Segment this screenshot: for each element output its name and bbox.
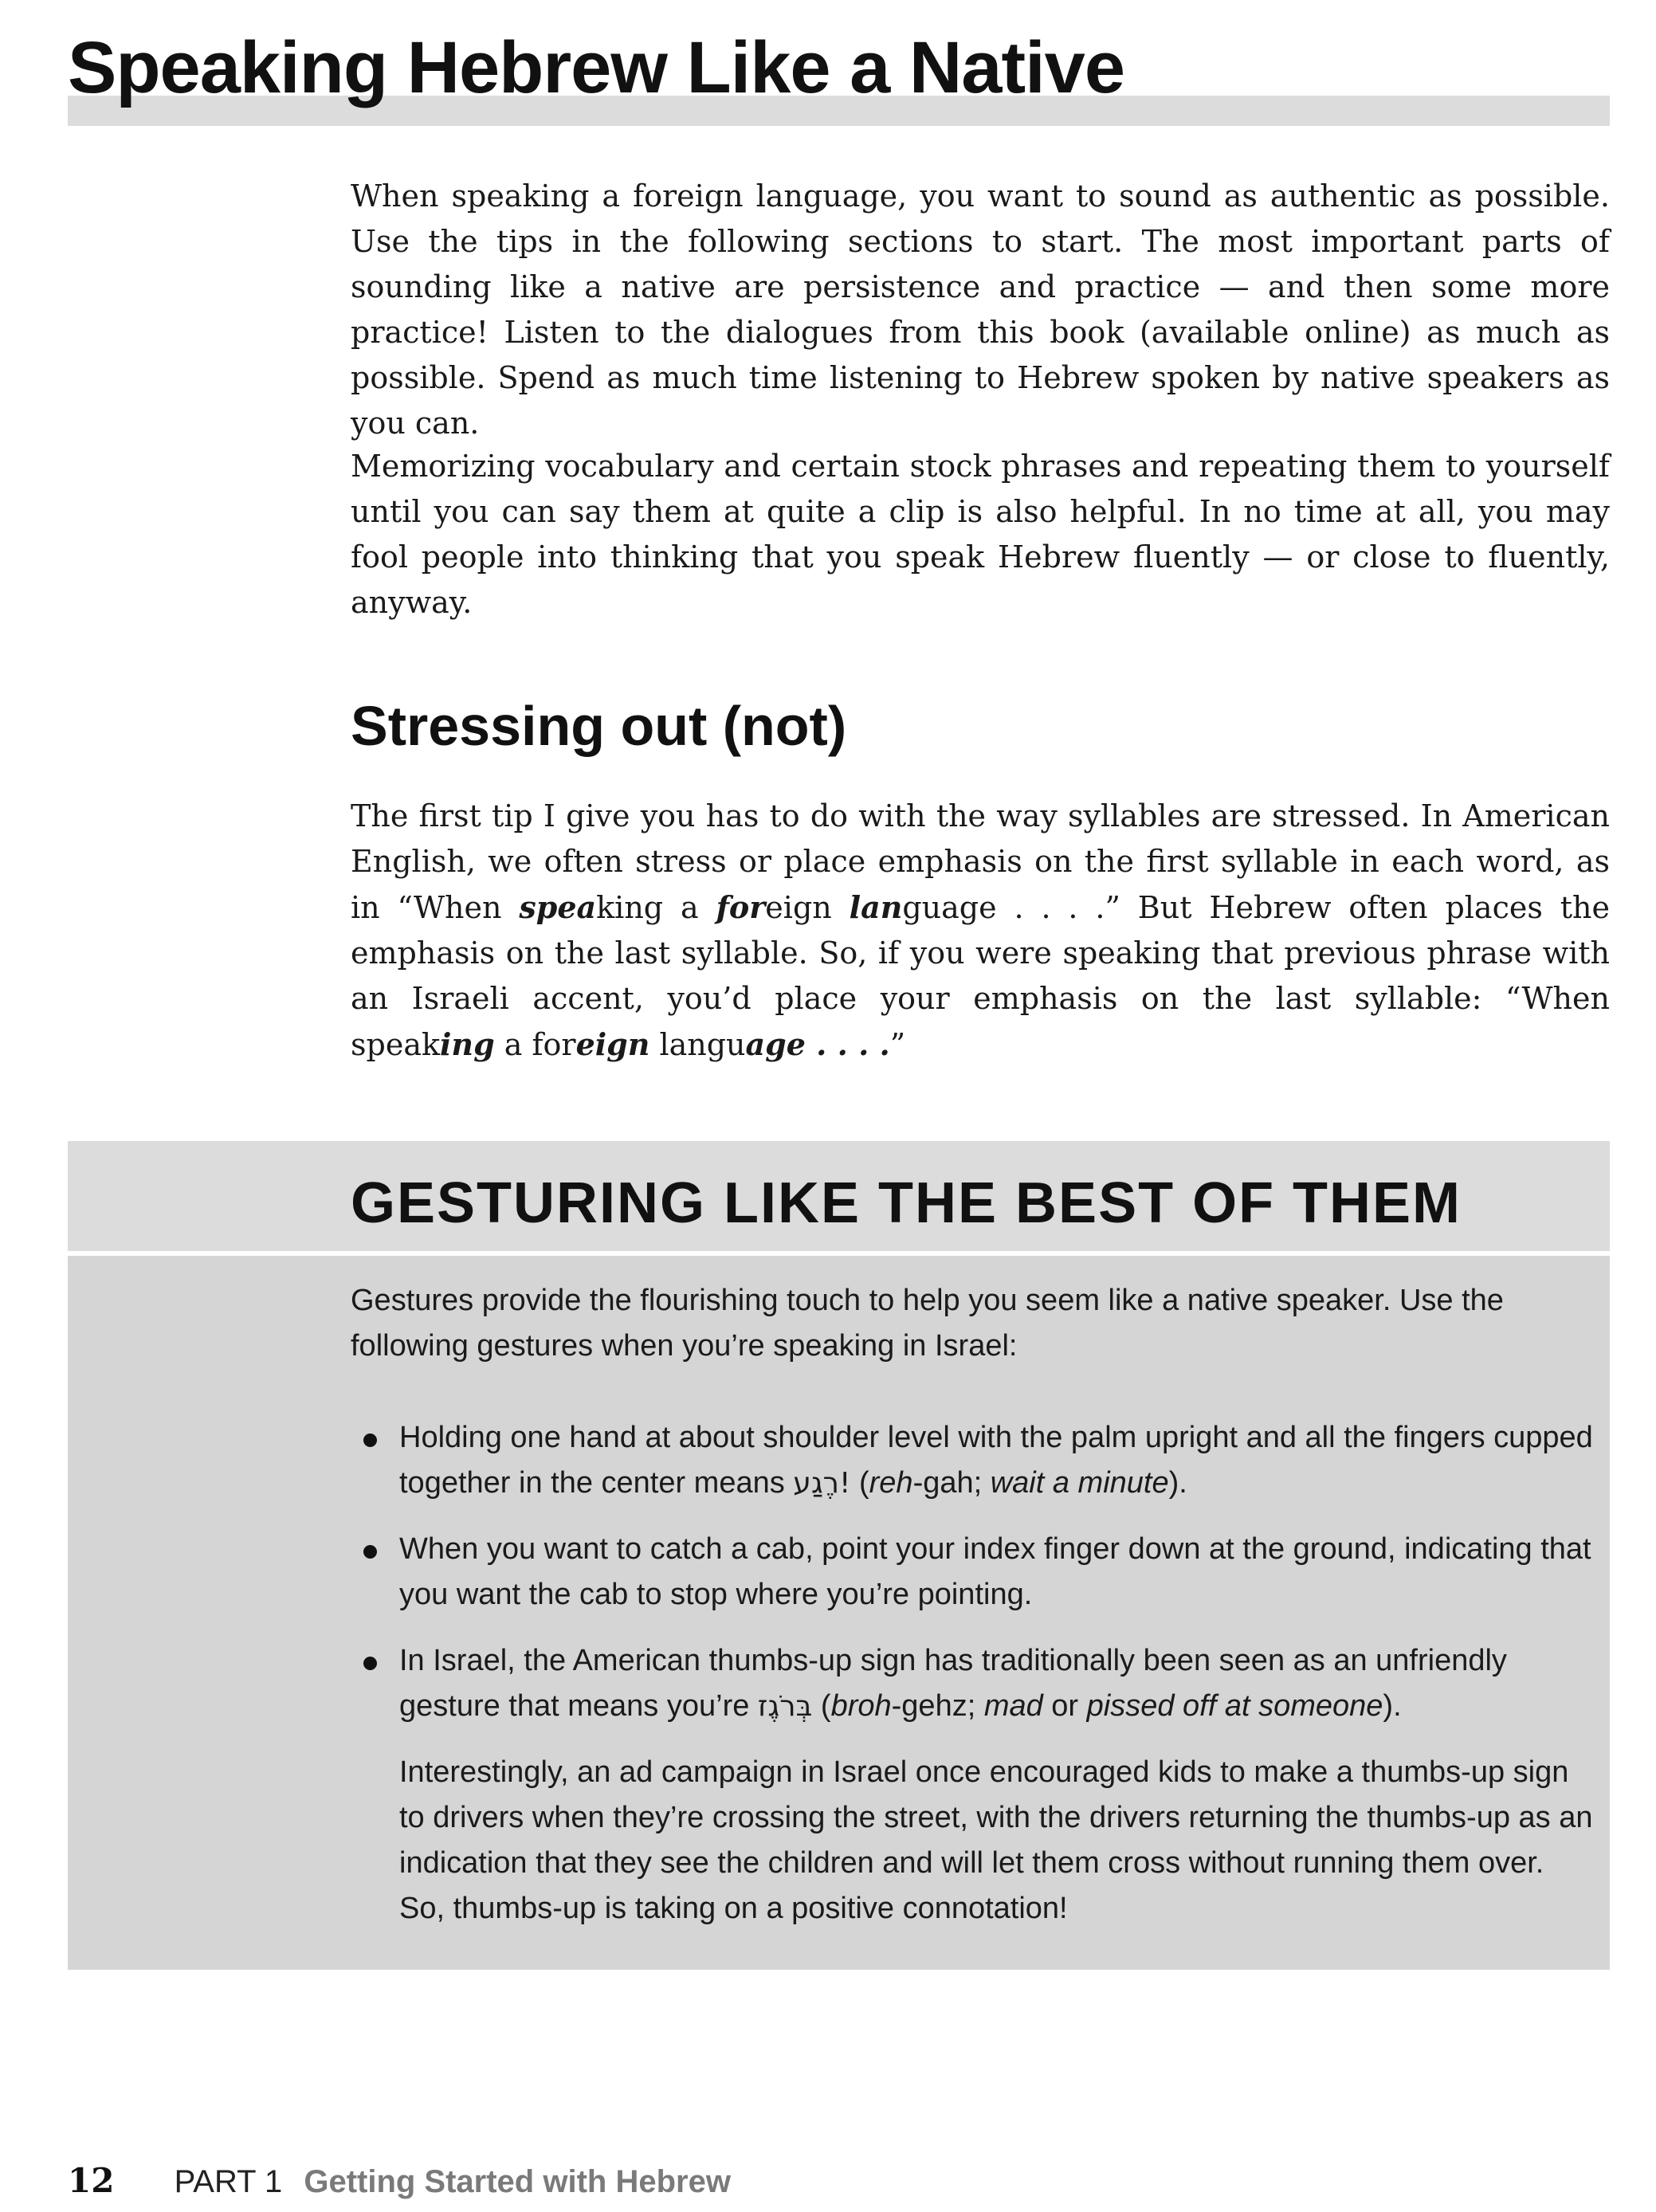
list-item [351, 1638, 1594, 1932]
emphasis-run: mad [983, 1689, 1043, 1723]
part-title: Getting Started with Hebrew [304, 2164, 731, 2199]
text-run: a for [494, 1027, 576, 1062]
sidebar-header [68, 1141, 1610, 1256]
text-run: langu [649, 1027, 746, 1062]
paragraph-text: When speaking a foreign language, you want to sound as authentic as possible. Use the tips in the following sections to start. The most important parts of sounding like a native are persistence and practice — and then some more practice! Listen to the dialogues from this book (available online) as much as possible. Spend as much time listening to Hebrew spoken by native speakers as you can. [351, 178, 1610, 441]
text-run: ” [889, 1027, 906, 1062]
intro-paragraph-1 [351, 174, 1610, 446]
sidebar-intro: Gestures provide the flourishing touch to help you seem like a native speaker. Use the following gestures when you’re speaking in Israel: [351, 1284, 1504, 1363]
bullet-icon [363, 1545, 377, 1559]
emphasis-run: lan [849, 889, 903, 925]
sidebar-box [68, 1141, 1610, 1970]
list-item-text: In Israel, the American thumbs-up sign has traditionally been seen as an unfriendly gesture that means you’re בְּרֹגֶז (broh-gehz; mad or pissed off at someone). [399, 1644, 1507, 1723]
sidebar-title: GESTURING LIKE THE BEST OF THEM [351, 1171, 1462, 1235]
emphasis-run: pissed off at someone [1086, 1689, 1383, 1723]
gesture-list [351, 1415, 1594, 1932]
hebrew-word: !רֶגַע [793, 1467, 851, 1500]
list-item-note: Interestingly, an ad campaign in Israel once encouraged kids to make a thumbs-up sign to drivers when they’re crossing the street, with the drivers returning the thumbs-up as an indication that they see the children and will let them cross without running them over. So, thumbs-up is taking on a positive connotation! [399, 1755, 1593, 1925]
bullet-icon [363, 1657, 377, 1670]
paragraph-text [351, 794, 1610, 1068]
intro-paragraph-2 [351, 444, 1610, 626]
emphasis-run: age . . . . [745, 1026, 890, 1062]
list-item [351, 1415, 1594, 1506]
page-title: Speaking Hebrew Like a Native [68, 27, 1124, 108]
emphasis-run: reh [869, 1466, 913, 1500]
list-item-text: Holding one hand at about shoulder level with the palm upright and all the fingers cupped together in the center means !רֶגַע (reh-gah; wait a minute). [399, 1421, 1593, 1500]
emphasis-run: broh [830, 1689, 892, 1723]
hebrew-word: בְּרֹגֶז [757, 1690, 813, 1723]
stress-paragraph [351, 794, 1610, 1068]
list-item [351, 1527, 1594, 1618]
part-label: PART 1 [174, 2164, 283, 2199]
bullet-icon [363, 1433, 377, 1447]
sidebar-body [351, 1278, 1594, 1952]
emphasis-run: ing [440, 1026, 495, 1062]
text-run: eign [765, 890, 850, 925]
section-heading: Stressing out (not) [351, 695, 847, 757]
paragraph-text: Memorizing vocabulary and certain stock phrases and repeating them to yourself until you can say them at quite a clip is also helpful. In no time at all, you may fool people into thinking that you speak Hebrew fluently — or close to fluently, anyway. [351, 449, 1610, 620]
page-footer [68, 2161, 731, 2202]
emphasis-run: spea [519, 889, 597, 925]
emphasis-run: eign [575, 1026, 650, 1062]
emphasis-run: wait a minute [990, 1466, 1169, 1500]
emphasis-run: for [716, 889, 766, 925]
page-number: 12 [68, 2161, 115, 2200]
list-item-text: When you want to catch a cab, point your index finger down at the ground, indicating that you want the cab to stop where you’re pointing. [399, 1532, 1591, 1611]
text-run: guage . . . .” But Hebrew often places the emphasis on the last syllable. So, if you were speaking that previous phrase with an Israeli accent, you’d place your emphasis on the last syllable: “When speak [351, 890, 1610, 1062]
text-run: king a [596, 890, 716, 925]
text-run: The first tip I give you has to do with the way syllables are stressed. In American English, we often stress or place emphasis on the first syllable in each word, as in “When [351, 798, 1610, 925]
